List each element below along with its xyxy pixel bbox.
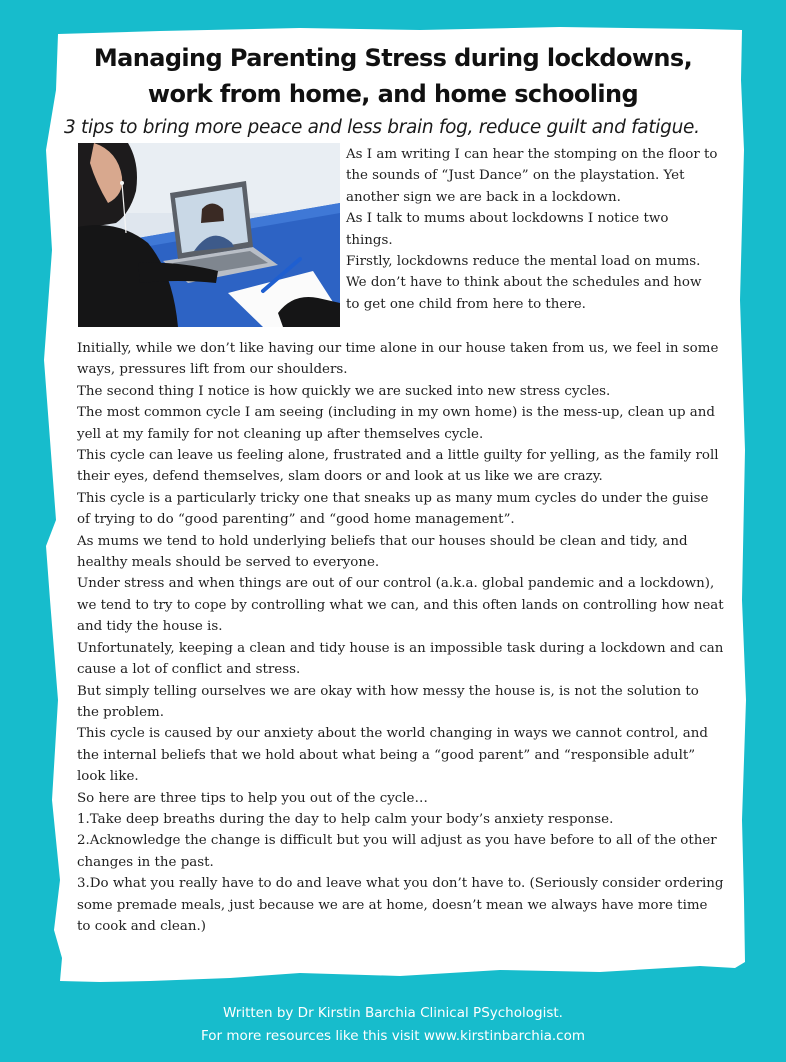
footer	[0, 1002, 786, 1048]
video-call-photo	[78, 143, 340, 327]
body-paragraph: As mums we tend to hold underlying beliefs that our houses should be clean and tidy, and healthy meals should be served to everyone.	[77, 533, 688, 571]
tip-item: 3.Do what you really have to do and leave what you don’t have to. (Seriously consider ordering some premade meals, just because we are at home, doesn’t mean we always have more time to cook and clean.)	[77, 876, 724, 934]
lead-text	[346, 144, 718, 315]
body-text	[77, 338, 725, 937]
body-paragraph: The second thing I notice is how quickly we are sucked into new stress cycles.	[77, 383, 611, 399]
body-paragraph: This cycle is caused by our anxiety about the world changing in ways we cannot control, and the internal beliefs that we hold about what being a “good parent” and “responsible adult” look like.	[77, 726, 708, 785]
page-title: Managing Parenting Stress during lockdowns, work from home, and home schooling	[93, 44, 693, 108]
subtitle: 3 tips to bring more peace and less brain fog, reduce guilt and fatigue.	[64, 117, 700, 138]
body-paragraph: So here are three tips to help you out of the cycle…	[77, 790, 428, 806]
footer-website: For more resources like this visit www.kirstinbarchia.com	[201, 1028, 585, 1044]
body-paragraph: Initially, while we don’t like having our time alone in our house taken from us, we feel in some ways, pressures lift from our shoulders.	[77, 341, 719, 378]
body-paragraph: This cycle can leave us feeling alone, frustrated and a little guilty for yelling, as the family roll their eyes, defend themselves, slam doors or and look at us like we are crazy.	[77, 448, 719, 485]
lead-paragraph: As I am writing I can hear the stomping on the floor to the sounds of “Just Dance” on the playstation. Yet another sign we are back in a lockdown.	[346, 147, 718, 205]
body-paragraph: But simply telling ourselves we are okay with how messy the house is, is not the solution to the problem.	[77, 683, 699, 720]
tip-item: 1.Take deep breaths during the day to help calm your body’s anxiety response.	[77, 811, 614, 827]
lead-paragraph: Firstly, lockdowns reduce the mental load on mums. We don’t have to think about the schedules and how to get one child from here to there.	[346, 254, 702, 312]
footer-author: Written by Dr Kirstin Barchia Clinical PSychologist.	[223, 1005, 563, 1021]
body-paragraph: Under stress and when things are out of our control (a.k.a. global pandemic and a lockdown), we tend to try to cope by controlling what we can, and this often lands on controlling how neat and tidy the house is.	[77, 576, 724, 635]
body-paragraph: Unfortunately, keeping a clean and tidy house is an impossible task during a lockdown and can cause a lot of conflict and stress.	[77, 640, 724, 678]
tip-item: 2.Acknowledge the change is difficult but you will adjust as you have before to all of the other changes in the past.	[77, 833, 717, 870]
lead-paragraph: As I talk to mums about lockdowns I notice two things.	[346, 211, 669, 248]
body-paragraph: The most common cycle I am seeing (including in my own home) is the mess-up, clean up and yell at my family for not cleaning up after themselves cycle.	[77, 405, 715, 442]
body-paragraph: This cycle is a particularly tricky one that sneaks up as many mum cycles do under the guise of trying to do “good parenting” and “good home management”.	[77, 490, 709, 528]
